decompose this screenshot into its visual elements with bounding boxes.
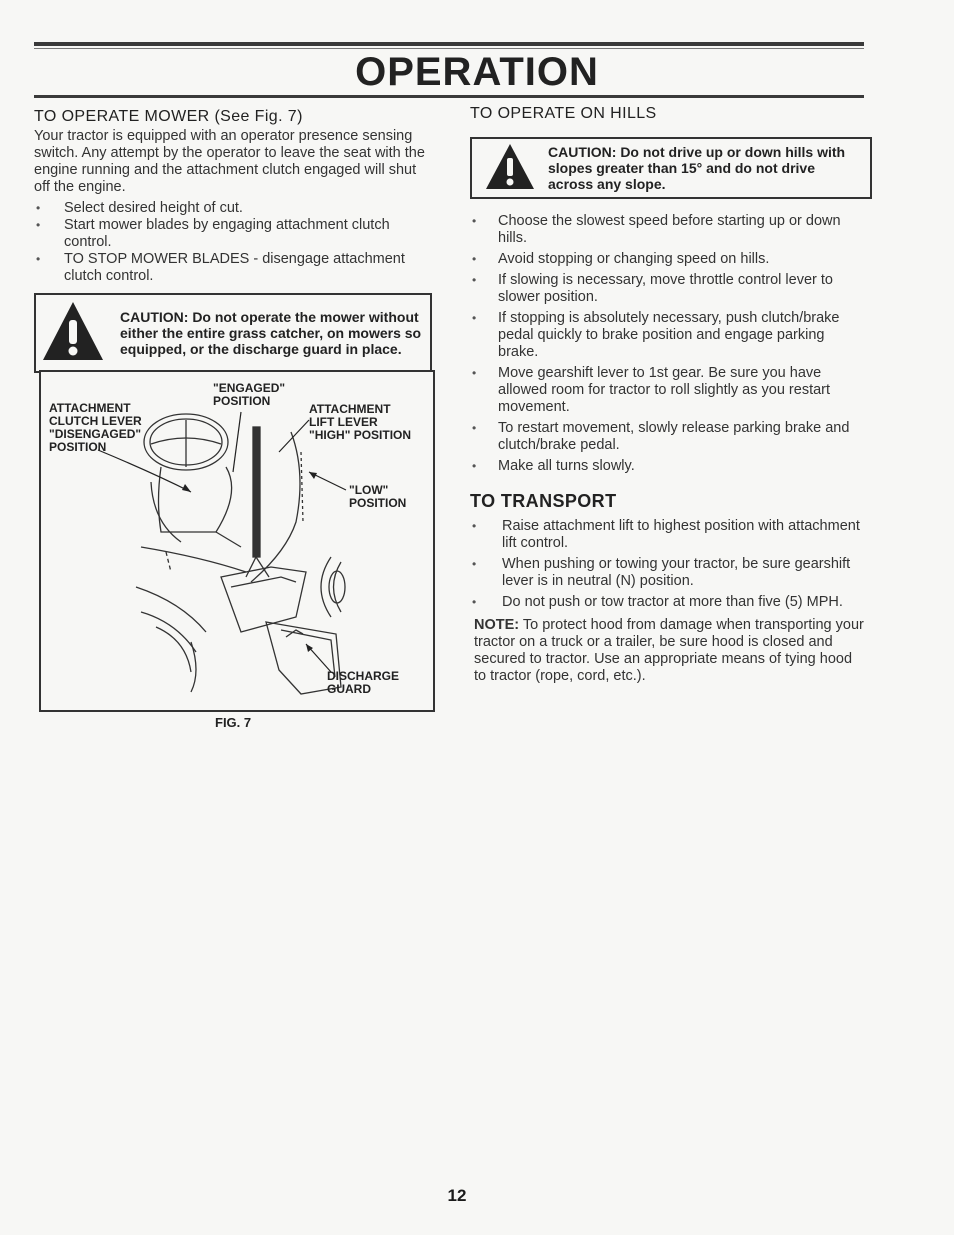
left-column bbox=[34, 108, 432, 373]
low-position-label: "LOW" POSITION bbox=[349, 483, 407, 510]
mower-bullet-list bbox=[34, 200, 432, 285]
list-item: • Choose the slowest speed before starting up or down hills. bbox=[472, 213, 841, 246]
warning-icon bbox=[40, 298, 114, 369]
engaged-position-label: "ENGAGED" POSITION bbox=[213, 381, 286, 408]
mower-caution-box bbox=[34, 293, 432, 373]
attachment-clutch-lever-label: ATTACHMENT CLUTCH LEVER "DISENGAGED" POSITION bbox=[49, 401, 142, 454]
list-item: • Start mower blades by engaging attachment clutch control. bbox=[36, 217, 390, 250]
hills-caution-box bbox=[470, 137, 872, 199]
list-item: • Avoid stopping or changing speed on hills. bbox=[472, 251, 770, 267]
bullet-icon: • bbox=[472, 595, 477, 609]
list-item: • Make all turns slowly. bbox=[472, 458, 635, 474]
bullet-icon: • bbox=[472, 273, 477, 287]
transport-note bbox=[470, 617, 868, 685]
right-column bbox=[470, 105, 868, 685]
section-heading-hills: TO OPERATE ON HILLS bbox=[470, 105, 657, 122]
mower-caution-text: CAUTION: Do not operate the mower without either the entire grass catcher, on mowers so equipped, or the discharge guard in place. bbox=[120, 309, 422, 357]
list-item: • Do not push or tow tractor at more than five (5) MPH. bbox=[472, 594, 843, 610]
transport-bullet-list bbox=[470, 518, 868, 611]
bullet-icon: • bbox=[472, 557, 477, 571]
bullet-icon: • bbox=[472, 459, 477, 473]
figure-caption: FIG. 7 bbox=[215, 715, 252, 730]
title-rule bbox=[34, 95, 864, 98]
figure-7 bbox=[39, 370, 435, 712]
hills-caution-text: CAUTION: Do not drive up or down hills with slopes greater than 15° and do not drive across any slope. bbox=[548, 144, 846, 192]
bullet-icon: • bbox=[36, 201, 41, 215]
note-label: NOTE: bbox=[474, 617, 520, 633]
list-item: • Move gearshift lever to 1st gear. Be sure you have allowed room for tractor to roll slightly as you restart movement. bbox=[472, 365, 831, 415]
discharge-guard-label: DISCHARGE GUARD bbox=[327, 669, 400, 696]
note-text: To protect hood from damage when transporting your tractor on a truck or a trailer, be sure hood is closed and secured to tractor. Use an appropriate means of tying hood to tractor (rope, cord, etc.). bbox=[474, 617, 864, 684]
list-item: • If stopping is absolutely necessary, push clutch/brake pedal quickly to brake position and engage parking brake. bbox=[472, 310, 840, 360]
bullet-icon: • bbox=[472, 421, 477, 435]
list-item: • To restart movement, slowly release parking brake and clutch/brake pedal. bbox=[472, 420, 850, 453]
attachment-lift-lever-label: ATTACHMENT LIFT LEVER "HIGH" POSITION bbox=[309, 402, 412, 442]
top-rule bbox=[34, 42, 864, 46]
bullet-icon: • bbox=[472, 214, 477, 228]
mower-intro-text: Your tractor is equipped with an operator presence sensing switch. Any attempt by the operator to leave the seat with the engine running and the attachment clutch engaged will shut off the engine. bbox=[34, 128, 425, 195]
list-item: • When pushing or towing your tractor, be sure gearshift lever is in neutral (N) position. bbox=[472, 556, 851, 589]
section-heading-operate-mower: TO OPERATE MOWER (See Fig. 7) bbox=[34, 108, 303, 125]
top-rule-thin bbox=[34, 48, 864, 49]
list-item: • TO STOP MOWER BLADES - disengage attachment clutch control. bbox=[36, 251, 405, 284]
page-title: OPERATION bbox=[355, 50, 599, 94]
list-item: • Raise attachment lift to highest position with attachment lift control. bbox=[472, 518, 860, 551]
bullet-icon: • bbox=[36, 252, 41, 266]
bullet-icon: • bbox=[36, 218, 41, 232]
bullet-icon: • bbox=[472, 519, 477, 533]
bullet-icon: • bbox=[472, 252, 477, 266]
bullet-icon: • bbox=[472, 311, 477, 325]
list-item: • Select desired height of cut. bbox=[36, 200, 243, 216]
page-number: 12 bbox=[447, 1186, 467, 1205]
bullet-icon: • bbox=[472, 366, 477, 380]
list-item: • If slowing is necessary, move throttle control lever to slower position. bbox=[472, 272, 833, 305]
section-heading-transport: TO TRANSPORT bbox=[470, 491, 617, 511]
hills-bullet-list bbox=[470, 213, 868, 475]
warning-icon bbox=[476, 141, 548, 196]
